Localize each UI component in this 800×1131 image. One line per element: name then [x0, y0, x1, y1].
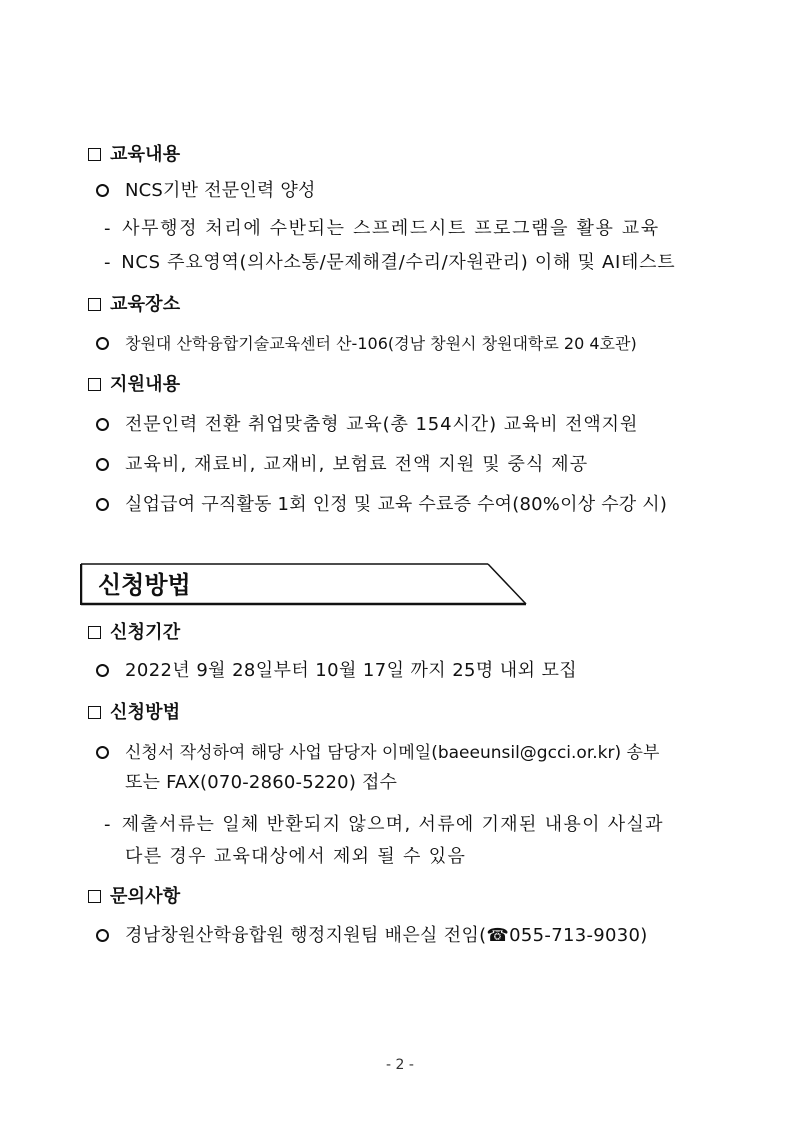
- edu-content-item-1: NCS기반 전문인력 양성: [96, 179, 316, 203]
- dash-bullet: -: [104, 252, 112, 273]
- circle-bullet-icon: [96, 664, 109, 677]
- edu-place-item-1: 창원대 산학융합기술교육센터 산-106(경남 창원시 창원대학로 20 4호관): [96, 332, 637, 356]
- section-heading-edu-content: 교육내용: [88, 143, 180, 167]
- apply-method-item-1: 신청서 작성하여 해당 사업 담당자 이메일(baeeunsil@gcci.or.kr) 송부: [96, 741, 659, 765]
- apply-method-item-1-cont: 또는 FAX(070-2860-5220) 접수: [125, 772, 398, 793]
- support-item-1: 전문인력 전환 취업맞춤형 교육(총 154시간) 교육비 전액지원: [96, 413, 638, 437]
- checkbox-square-icon: [88, 706, 101, 719]
- checkbox-square-icon: [88, 148, 101, 161]
- dash-bullet: -: [104, 814, 112, 835]
- section-title-box: [80, 563, 528, 607]
- dash-bullet: -: [104, 218, 113, 239]
- section-heading-edu-place: 교육장소: [88, 293, 180, 317]
- apply-method-subitem-1-cont: 다른 경우 교육대상에서 제외 될 수 있음: [125, 846, 467, 867]
- circle-bullet-icon: [96, 929, 109, 942]
- circle-bullet-icon: [96, 184, 109, 197]
- inquiry-item-1: 경남창원산학융합원 행정지원팀 배은실 전임(☎055-713-9030): [96, 924, 648, 948]
- circle-bullet-icon: [96, 458, 109, 471]
- support-item-3: 실업급여 구직활동 1회 인정 및 교육 수료증 수여(80%이상 수강 시): [96, 493, 667, 517]
- circle-bullet-icon: [96, 746, 109, 759]
- page-number: - 2 -: [386, 1057, 414, 1073]
- checkbox-square-icon: [88, 298, 101, 311]
- checkbox-square-icon: [88, 378, 101, 391]
- support-item-2: 교육비, 재료비, 교재비, 보험료 전액 지원 및 중식 제공: [96, 453, 588, 477]
- apply-period-item-1: 2022년 9월 28일부터 10월 17일 까지 25명 내외 모집: [96, 659, 577, 683]
- edu-content-subitem-2: - NCS 주요영역(의사소통/문제해결/수리/자원관리) 이해 및 AI테스트: [104, 252, 676, 273]
- section-heading-apply-period: 신청기간: [88, 621, 180, 645]
- circle-bullet-icon: [96, 498, 109, 511]
- edu-content-subitem-1: - 사무행정 처리에 수반되는 스프레드시트 프로그램을 활용 교육: [104, 218, 660, 239]
- checkbox-square-icon: [88, 626, 101, 639]
- section-heading-support: 지원내용: [88, 373, 180, 397]
- section-heading-inquiry: 문의사항: [88, 885, 180, 909]
- circle-bullet-icon: [96, 418, 109, 431]
- circle-bullet-icon: [96, 337, 109, 350]
- checkbox-square-icon: [88, 890, 101, 903]
- section-title-apply: 신청방법: [98, 571, 191, 599]
- apply-method-subitem-1: - 제출서류는 일체 반환되지 않으며, 서류에 기재된 내용이 사실과: [104, 814, 664, 835]
- section-heading-apply-method: 신청방법: [88, 701, 180, 725]
